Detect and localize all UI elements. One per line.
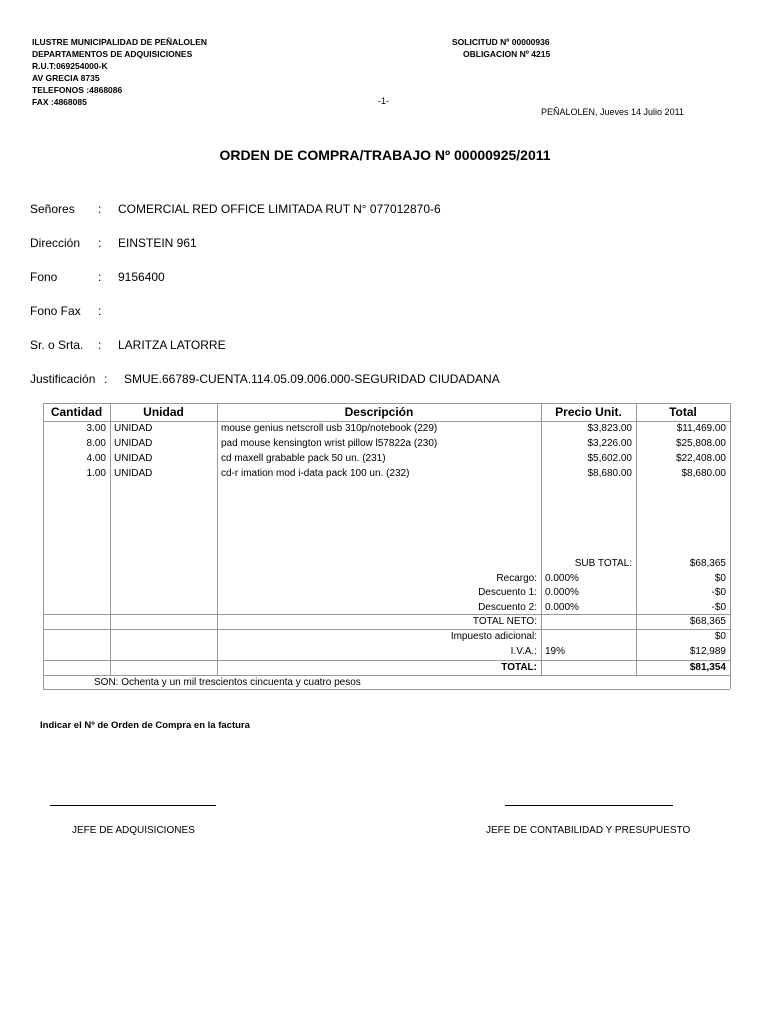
recargo-value: $0 [714,573,726,584]
issuer-line: FAX :4868085 [32,97,87,107]
header-descripcion: Descripción [344,405,414,419]
grand-total-label: TOTAL: [501,662,537,673]
field-direccion-label: Dirección [30,236,81,250]
cell-precio: $8,680.00 [587,468,632,479]
table-border [730,403,731,689]
signature-left-label: JEFE DE ADQUISICIONES [72,825,195,836]
cell-descripcion: cd-r imation mod i-data pack 100 un. (232) [221,468,410,479]
field-fonofax-label: Fono Fax [30,304,81,318]
signature-line-left [50,805,216,806]
amount-in-words: SON: Ochenta y un mil trescientos cincuenta y cuatro pesos [94,677,361,688]
signature-line-right [505,805,673,806]
cell-precio: $3,823.00 [587,423,632,434]
cell-descripcion: pad mouse kensington wrist pillow l57822a (230) [221,438,438,449]
descuento1-pct: 0.000% [545,587,579,598]
issuer-block [32,36,207,108]
issuer-line: ILUSTRE MUNICIPALIDAD DE PEÑALOLEN [32,37,208,47]
field-contact-value: LARITZA LATORRE [118,338,226,352]
descuento1-value: -$0 [711,587,726,598]
cell-precio: $5,602.00 [587,453,632,464]
cell-total: $8,680.00 [681,468,726,479]
recargo-pct: 0.000% [545,573,579,584]
page-number: -1- [378,96,389,106]
field-colon: : [98,236,102,250]
field-colon: : [104,372,108,386]
total-neto-value: $68,365 [689,616,726,627]
iva-label: I.V.A.: [510,646,537,657]
descuento1-label: Descuento 1: [478,587,537,598]
subtotal-label: SUB TOTAL: [574,558,632,569]
field-colon: : [98,338,102,352]
cell-cantidad: 8.00 [86,438,106,449]
cell-cantidad: 4.00 [86,453,106,464]
descuento2-pct: 0.000% [545,602,579,613]
field-justificacion-value: SMUE.66789-CUENTA.114.05.09.006.000-SEGURIDAD CIUDADANA [124,372,500,386]
cell-cantidad: 1.00 [86,468,106,479]
field-colon: : [98,202,102,216]
recargo-label: Recargo: [496,573,537,584]
iva-pct: 19% [545,646,566,657]
invoice-note: Indicar el Nº de Orden de Compra en la factura [40,720,250,731]
field-fono-value: 9156400 [118,270,165,284]
cell-total: $25,808.00 [675,438,726,449]
header-total: Total [669,405,697,419]
iva-value: $12,989 [689,646,726,657]
field-direccion-value: EINSTEIN 961 [118,236,197,250]
col-divider [110,403,111,675]
header-precio: Precio Unit. [555,405,622,419]
impuesto-value: $0 [714,631,726,642]
cell-total: $22,408.00 [675,453,726,464]
header-cantidad: Cantidad [50,405,103,419]
cell-descripcion: cd maxell grabable pack 50 un. (231) [221,453,386,464]
cell-unidad: UNIDAD [114,453,153,464]
issuer-line: TELEFONOS :4868086 [32,85,123,95]
cell-cantidad: 3.00 [86,423,106,434]
issuer-line: AV GRECIA 8735 [32,73,100,83]
descuento2-value: -$0 [711,602,726,613]
field-senores-label: Señores [30,202,75,216]
field-fono-label: Fono [30,270,58,284]
field-contact-label: Sr. o Srta. [30,338,84,352]
total-neto-label: TOTAL NETO: [472,616,537,627]
table-border [43,403,730,404]
impuesto-label: Impuesto adicional: [450,631,537,642]
field-justificacion-label: Justificación [30,372,96,386]
cell-total: $11,469.00 [676,423,726,434]
field-colon: : [98,304,102,318]
cell-descripcion: mouse genius netscroll usb 310p/notebook (229) [221,423,438,434]
obligacion-number: OBLIGACION Nº 4215 [463,49,551,59]
grand-total-value: $81,354 [689,662,726,673]
issuer-line: R.U.T:069254000-K [32,61,108,71]
field-colon: : [98,270,102,284]
place-date: PEÑALOLEN, Jueves 14 Julio 2011 [541,107,684,117]
issuer-line: DEPARTAMENTOS DE ADQUISICIONES [32,49,193,59]
signature-right-label: JEFE DE CONTABILIDAD Y PRESUPUESTO [486,825,691,836]
page-title: ORDEN DE COMPRA/TRABAJO Nº 00000925/2011 [219,147,551,163]
header-unidad: Unidad [143,405,184,419]
cell-unidad: UNIDAD [114,423,153,434]
cell-precio: $3,226.00 [587,438,632,449]
subtotal-value: $68,365 [689,558,726,569]
cell-unidad: UNIDAD [114,438,153,449]
cell-unidad: UNIDAD [114,468,153,479]
descuento2-label: Descuento 2: [478,602,537,613]
solicitud-number: SOLICITUD Nº 00000936 [452,37,550,47]
field-senores-value: COMERCIAL RED OFFICE LIMITADA RUT N° 077012870-6 [118,202,441,216]
